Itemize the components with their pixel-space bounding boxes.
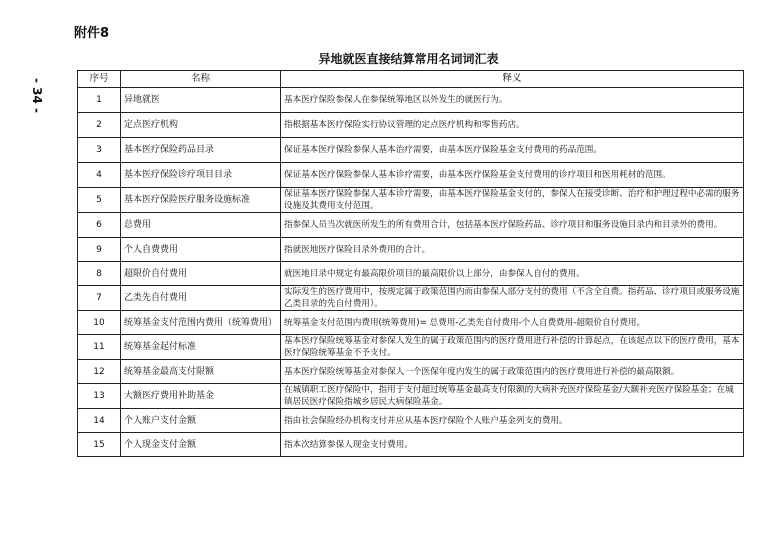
row-name: 统筹基金最高支付限额 <box>121 360 281 384</box>
row-name: 基本医疗保险医疗服务设施标准 <box>121 188 281 213</box>
table-row <box>78 138 744 163</box>
table-row <box>78 262 744 286</box>
row-no: 11 <box>78 335 121 360</box>
row-name: 统筹基金支付范围内费用（统筹费用） <box>121 311 281 335</box>
attachment-label: 附件8 <box>74 26 110 41</box>
row-definition: 统筹基金支付范围内费用(统筹费用)= 总费用-乙类先自付费用-个人自费费用-超限价自付费用。 <box>281 311 744 335</box>
table-row <box>78 384 744 409</box>
row-no: 4 <box>78 163 121 188</box>
row-definition: 就医地目录中规定有最高限价项目的最高限价以上部分，由参保人自付的费用。 <box>281 262 744 286</box>
row-definition: 保证基本医疗保险参保人基本诊疗需要，由基本医疗保险基金支付的，参保人在接受诊断、治疗和护理过程中必需的服务设施及其费用支付范围。 <box>281 188 744 213</box>
row-no: 12 <box>78 360 121 384</box>
table-row <box>78 311 744 335</box>
row-no: 1 <box>78 88 121 113</box>
header-name: 名称 <box>121 71 281 88</box>
row-name: 个人账户支付金额 <box>121 409 281 433</box>
row-name: 乙类先自付费用 <box>121 286 281 311</box>
row-name: 基本医疗保险药品目录 <box>121 138 281 163</box>
row-definition: 实际发生的医疗费用中，按规定属于政策范围内而由参保人部分支付的费用（不含全自费。指药品、诊疗项目或服务设施乙类目录的先自付费用）。 <box>281 286 744 311</box>
row-definition: 保证基本医疗保险参保人基本治疗需要，由基本医疗保险基金支付费用的药品范围。 <box>281 138 744 163</box>
row-no: 14 <box>78 409 121 433</box>
row-definition: 在城镇职工医疗保险中，指用于支付超过统筹基金最高支付限额的大病补充医疗保险基金/大额补充医疗保险基金；在城镇居民医疗保险指城乡居民大病保险基金。 <box>281 384 744 409</box>
row-name: 基本医疗保险诊疗项目目录 <box>121 163 281 188</box>
row-name: 大额医疗费用补助基金 <box>121 384 281 409</box>
row-name: 异地就医 <box>121 88 281 113</box>
table-row <box>78 113 744 138</box>
row-no: 2 <box>78 113 121 138</box>
row-name: 总费用 <box>121 213 281 238</box>
row-name: 统筹基金起付标准 <box>121 335 281 360</box>
table-row <box>78 286 744 311</box>
row-no: 5 <box>78 188 121 213</box>
row-no: 7 <box>78 286 121 311</box>
table-row <box>78 360 744 384</box>
table-row <box>78 238 744 262</box>
row-definition: 基本医疗保险统筹基金对参保人一个医保年度内发生的属于政策范围内的医疗费用进行补偿的最高限额。 <box>281 360 744 384</box>
table-row <box>78 88 744 113</box>
table-row <box>78 188 744 213</box>
header-no: 序号 <box>78 71 121 88</box>
table-header-row <box>78 71 744 88</box>
row-no: 3 <box>78 138 121 163</box>
row-definition: 指就医地医疗保险目录外费用的合计。 <box>281 238 744 262</box>
row-no: 6 <box>78 213 121 238</box>
row-definition: 指由社会保险经办机构支付并应从基本医疗保险个人账户基金列支的费用。 <box>281 409 744 433</box>
row-definition: 基本医疗保险统筹基金对参保人发生的属于政策范围内的医疗费用进行补偿的计算起点，在该起点以下的医疗费用，基本医疗保险统筹基金不予支付。 <box>281 335 744 360</box>
row-no: 9 <box>78 238 121 262</box>
row-name: 个人现金支付金额 <box>121 433 281 457</box>
row-definition: 指本次结算参保人现金支付费用。 <box>281 433 744 457</box>
row-definition: 指参保人员当次就医所发生的所有费用合计，包括基本医疗保险药品、诊疗项目和服务设施目录内和目录外的费用。 <box>281 213 744 238</box>
row-definition: 指根据基本医疗保险实行协议管理的定点医疗机构和零售药店。 <box>281 113 744 138</box>
table-row <box>78 335 744 360</box>
row-name: 超限价自付费用 <box>121 262 281 286</box>
table-row <box>78 163 744 188</box>
row-no: 10 <box>78 311 121 335</box>
row-no: 13 <box>78 384 121 409</box>
page-number: - 34 - <box>30 78 44 114</box>
row-no: 15 <box>78 433 121 457</box>
table-row <box>78 433 744 457</box>
table-title: 异地就医直接结算常用名词词汇表 <box>318 52 499 66</box>
row-name: 定点医疗机构 <box>121 113 281 138</box>
glossary-table <box>77 70 744 457</box>
row-name: 个人自费费用 <box>121 238 281 262</box>
row-no: 8 <box>78 262 121 286</box>
table-row <box>78 409 744 433</box>
row-definition: 保证基本医疗保险参保人基本诊疗需要，由基本医疗保险基金支付费用的诊疗项目和医用耗材的范围。 <box>281 163 744 188</box>
row-definition: 基本医疗保险参保人在参保统筹地区以外发生的就医行为。 <box>281 88 744 113</box>
header-definition: 释义 <box>281 71 744 88</box>
table-row <box>78 213 744 238</box>
